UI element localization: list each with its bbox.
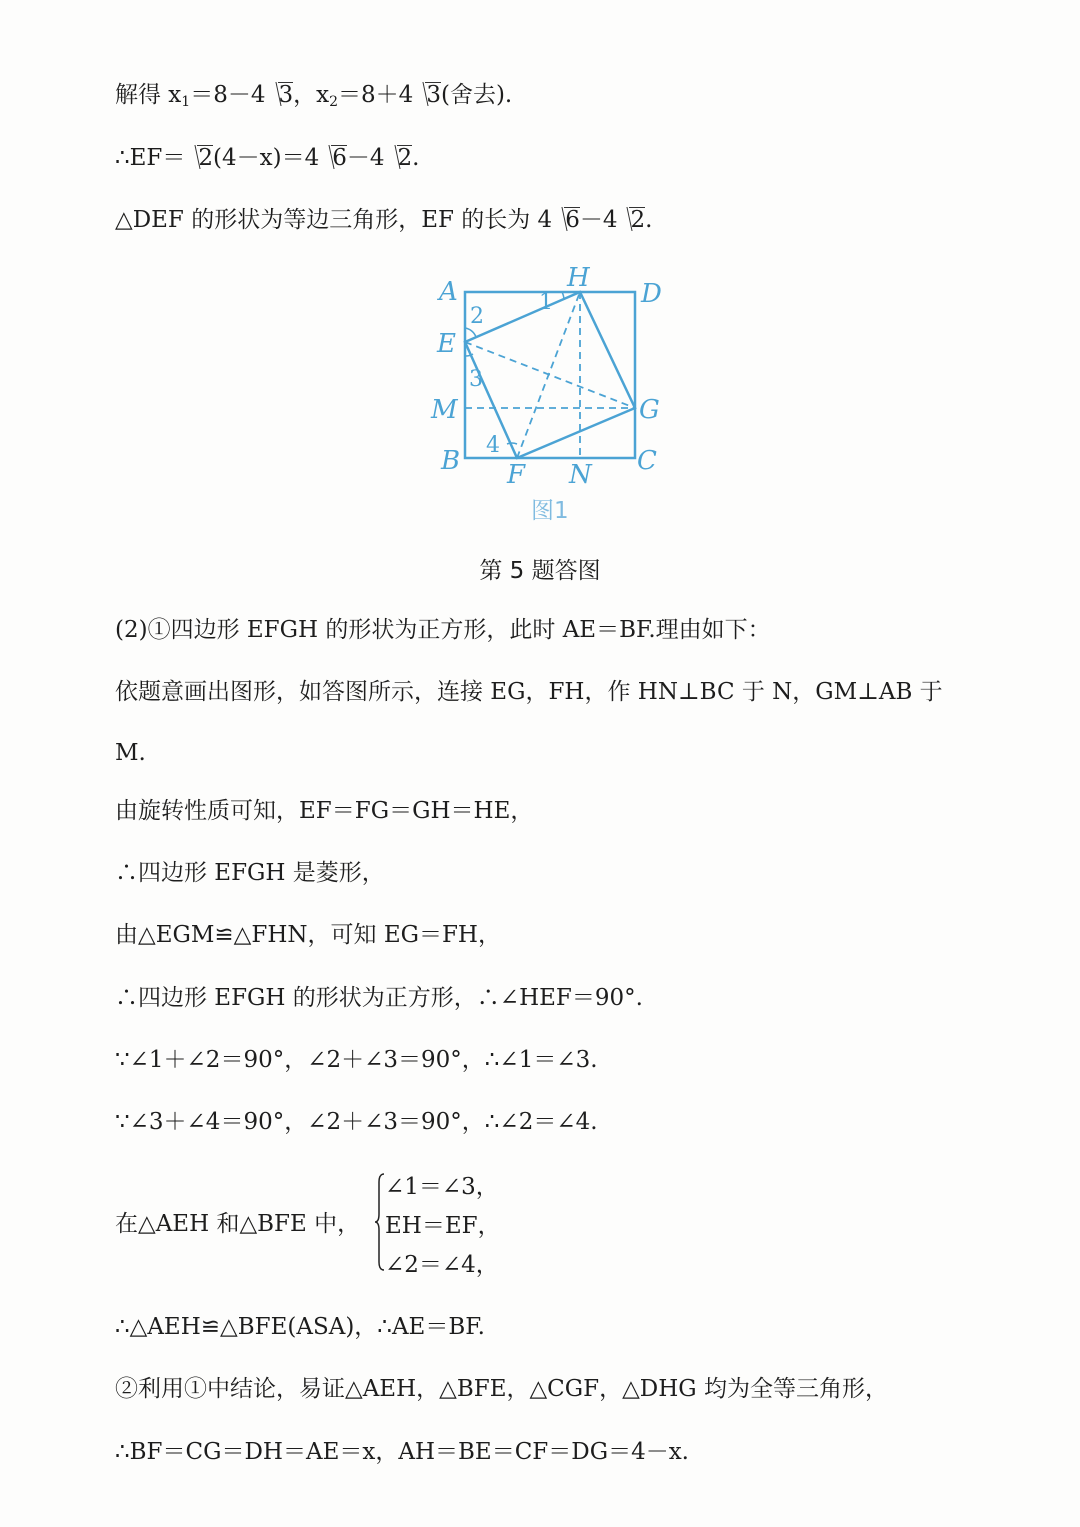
system-label: 在△AEH 和△BFE 中， <box>115 1211 361 1237</box>
para-11: ∴△AEH≌△BFE(ASA)，∴AE＝BF. <box>115 1314 485 1340</box>
para-9: ∵∠3＋∠4＝90°，∠2＋∠3＝90°，∴∠2＝∠4. <box>115 1109 598 1135</box>
label-a: A <box>439 277 458 307</box>
solution-line-1: 解得 $x_1=8-4$ 3，$x_2=8+4$ 3(舍去). <box>115 82 513 110</box>
label-d: D <box>641 279 662 309</box>
para-3: M. <box>115 740 146 766</box>
angle-3-label: 3 <box>469 367 483 392</box>
label-h: H <box>567 263 590 293</box>
angle-2-arc <box>465 328 476 337</box>
label-m: M <box>431 395 458 425</box>
label-g: G <box>639 395 660 425</box>
para-6: 由△EGM≌△FHN，可知 EG＝FH， <box>115 922 501 948</box>
angle-4-label: 4 <box>486 433 500 458</box>
system-condition-1: ∠1＝∠3， <box>385 1174 499 1200</box>
geometry-figure <box>425 262 675 527</box>
system-condition-2: EH＝EF， <box>385 1213 501 1239</box>
solution-line-2: ∴EF＝ 2(4－x)＝4 6－4 2. <box>115 145 420 171</box>
para-2: 依题意画出图形，如答图所示，连接 EG，FH，作 HN⊥BC 于 N，GM⊥AB 于 <box>115 679 943 705</box>
para-1: (2)①四边形 EFGH 的形状为正方形，此时 AE＝BF.理由如下： <box>115 617 771 643</box>
label-c: C <box>637 446 657 476</box>
segment-fh <box>517 292 580 458</box>
figure-caption: 第 5 题答图 <box>479 558 601 584</box>
label-e: E <box>437 329 456 359</box>
angle-1-label: 1 <box>539 290 553 315</box>
para-5: ∴四边形 EFGH 是菱形， <box>115 860 385 886</box>
label-n: N <box>569 460 592 490</box>
figure-label: 图1 <box>531 498 569 524</box>
para-8: ∵∠1＋∠2＝90°，∠2＋∠3＝90°，∴∠1＝∠3. <box>115 1047 598 1073</box>
system-condition-3: ∠2＝∠4， <box>385 1252 499 1278</box>
para-13: ∴BF＝CG＝DH＝AE＝x，AH＝BE＝CF＝DG＝4－x. <box>115 1439 689 1465</box>
angle-2-label: 2 <box>470 304 484 329</box>
curly-brace-icon <box>375 1172 385 1272</box>
para-4: 由旋转性质可知，EF＝FG＝GH＝HE， <box>115 798 534 824</box>
para-12: ②利用①中结论，易证△AEH，△BFE，△CGF，△DHG 均为全等三角形， <box>115 1376 888 1402</box>
label-b: B <box>441 446 461 476</box>
para-7: ∴四边形 EFGH 的形状为正方形，∴∠HEF＝90°. <box>115 985 643 1011</box>
solution-line-3: △DEF 的形状为等边三角形，EF 的长为 4 6－4 2. <box>115 207 653 233</box>
label-f: F <box>507 460 526 490</box>
